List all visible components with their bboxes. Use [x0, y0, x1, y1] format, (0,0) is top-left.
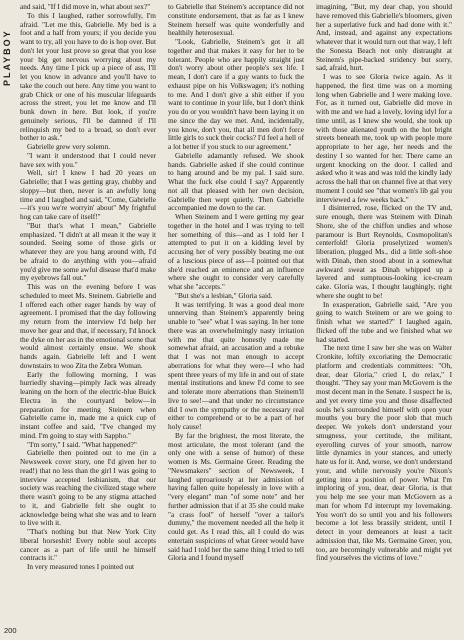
paragraph: It was terrifying. It was a good deal more unnerving than Steinem's apparently being unable to "see" what I was saying. In her tone there was an overwhelmingly nasty irritation with me that quite honestly made me somewhat afraid, an accusation and a rebuke that I was not man enough to accept aberrations for what they were—I who had spent three years of my life in and out of state mental institutions and knew I'd come to see and tolerate more aberrations than Steinem'll live to see!—and that under no circumstance did I own the sympathy or the necessary real either to comprehend or to be a part of her holy cause!	[168, 299, 304, 431]
text-column-2	[168, 3, 304, 621]
paragraph: The next time I saw her she was on Walter Cronkite, loftily excoriating the Democratic platform and credentials committees: "Oh, dear, dear Gloria," cried I, do relax," I thought. "They say your man McGovern is the most decent man in the Senate. I suspect he is, and yet every time you and those disaffected souls he's surrounded himself with open your mouths you bury the poor slob that much deeper. We yokels don't understand your smugness, your certitude, the militant, eyerolling curves of your smooth, narrow little dynamics in your stances, and utterly hate us for it. And, worse, we don't understand your, and while nervously you're Nixon's getting into a position of power. What I'm imploring of you, dear, dear Gloria, is that you help me see your man McGovern as a man for whom I'd interrupt my lovemaking. You won't do so until you and his followers become a lot less brassily strident, until I detect in your demeanors at least a tacit admission that, like Ms. Germaine Greer, you, too, are becomingly vulnerable and might yet find yourselves the victims of love."	[316, 343, 452, 563]
paragraph: to Gabrielle that Steinem's acceptance did not constitute endorsement, that as far as I knew Steinem herself was quite wonderfully and healthily heterosexual.	[168, 3, 304, 38]
paragraph: In exasperation, Gabrielle said, "Are you going to watch Steinem or are we going to finish what we started?" I laughed again, flicked off the tube and we finished what we had started.	[316, 299, 452, 344]
paragraph: "I'm sorry," I said. "What happened?"	[27, 439, 137, 449]
paragraph: and said, "If I did move in, what about sex?"	[20, 3, 151, 11]
paragraph: Gabrielle adamantly refused. We shook hands. Gabrielle asked if she could continue to hang around and be my pal. I said sure. What the fuck else could I say? Apparently not all that pleased with her own decision, Gabrielle then wept quietly. Then Gabrielle accompanied me down to the car.	[168, 150, 304, 213]
paragraph: To this I laughed, rather sorrowfully, I'm afraid. "Let me this, Gabrielle. My bed is a foot and a half from yours; if you decide you want to try, all you have to do is hop over. But don't let your lust prove so great that you lose your big get nervous worrying about my needs. Any time I pick up a piece of ass, I'll let you know in advance and you'll have to take the couch out here. Any time you want to grab Chick or one of his muscular lifeguards across the street, you let me know and I'll bunk down in here. But look, if you're genuinely serious, I'll be damned if I'll relinquish my bed to a broad, so don't ever bother to ask."	[20, 10, 156, 143]
paragraph: "But that's what I mean," Gabrielle emphasized. "I didn't at all mean it the way it sounded. Seeing some of those girls or whatever they are you hang around with, I'd be afraid to do anything with you—afraid you'd give me some awful disease that'd make my eyebrows fall out."	[20, 220, 156, 283]
paragraph: "That's nothing but that New York City liberal horseshit! Every noble soul accepts cancer as a part of life until he himself contracts it."	[20, 527, 156, 563]
paragraph: "I want it understood that I could never have sex with you."	[20, 150, 156, 169]
paragraph: This was on the evening before I was scheduled to meet Ms. Steinem. Gabrielle and I offered each other eager hands by way of agreement. I promised that the day following my return from the interview I'd help her move her gear and that, if necessary, I'd knock the dyke on her ass in the emotional scene that would almost certainly ensue. We shook hands again. Gabrielle left and I went downstairs to woo Zita the Zebra Woman.	[20, 282, 156, 370]
magazine-sidebar	[2, 8, 16, 108]
paragraph: Early the following morning, I was hurriedly shaving—pimply Jack was already leaning on the horn of the electric-blue Buick Electra in the courtyard below—in preparation for meeting Steinem when Gabrielle came in, made me a quick cup of instant coffee and said, "I've changed my mind. I'm going to stay with Sappho."	[20, 369, 156, 440]
paragraph: When Steinem and I were getting my gear together in the hotel and I was trying to tell her something of this—and as I told her I attempted to put it on a kidding level by accusing her of very possibly beating me out of a luscious piece of ass—I pointed out that she'd reached an eminence and an influence where she ought to consider very carefully what she "accepts."	[168, 212, 304, 291]
page-number: 200	[4, 626, 17, 635]
paragraph: Gabrielle then pointed out to me (in a Newsweek cover story, one I'd given her to read!) that no less than the girl I was going to interview accepted lesbianism, that our society was reaching the civilized stage where there wasn't going to be any stigma attached to it, and Gabrielle felt she ought to acknowledge being what she was and to learn to live with it.	[20, 448, 156, 528]
magazine-name: PLAYBOY	[2, 29, 12, 87]
paragraph: Gabrielle grew very solemn.	[27, 142, 111, 151]
text-column-1	[20, 3, 156, 621]
paragraph: I was to see Gloria twice again. As it happened, the first time was on a morning long when Gabrielle and I were making love. For, as it turned out, Gabrielle did move in with me and we had a lovely, loving idyl for a time until, as I knew she would, she took up with those alienated youth on the hot bright streets beneath me, took up with people more appropriate to her age, her needs and the destiny I so wanted for her. There came an urgent knocking on the door. I called and asked who it was and was told the kindly lady across the hall that on channel five at that very moment I could see "that women's lib gal you interviewed a few weeks back."	[316, 72, 452, 204]
text-column-3	[316, 3, 452, 621]
paragraph: imagining, "But, my dear chap, you should have removed this Gabrielle's bloomers, given her a superlative fuck and had done with it." And, instead, and against any expectations whatever that it would turn out that way, I left the Sonesta Beach not only distraught at Steinem's pipe-backed stridency but sorry, sad, afraid, hurt.	[316, 3, 452, 73]
paragraph: I disinterred, rose, flicked on the TV and, sure enough, there was Steinem with Dinah Shore, she of the chiffon undies and whose paramour is Burt Reynolds, Cosmopolitan's centerfold! Gloria proselytized women's liberation, plugged Ms., did a little soft-shoe with Dinah, then stood about in a somewhat awkward sweat as Dinah whipped up a layered and sumptuous-looking ice-cream cake. Gloria was, I thought laughingly, right where she ought to be!	[316, 203, 452, 300]
paragraph: Well, sir! I knew I had 20 years on Gabrielle; that I was getting gray, chubby and sloppy—but then, never is an awfully long time and I laughed and said, "Come, Gabrielle—it's you we're worryin' about" My frightful hog can take care of itself!"	[20, 168, 156, 221]
paragraph: "But she's a lesbian," Gloria said.	[175, 290, 273, 300]
paragraph: "Look, Gabrielle, Steinem's got it all together and that makes it easy for her to be tolerant. People who are happily straight just don't worry about other people's sex life. I mean, I don't care if a guy wants to fuck the exhaust pipe on his Volkswagen; it's nothing to me. And I don't give a shit either if you want to continue in your life, but I don't think you do or you wouldn't have been laying it on me since the day we met. And, incidentally, you know, don't you, that all men don't force little girls to suck their cocks? I'd feel a hell of a lot better if you stuck to our agreement."	[168, 37, 304, 151]
paragraph: By far the brightest, the most literate, the most articulate, the most tolerant (and the only one with a sense of humor) of these women is Ms. Germaine Greer. Reading the "Newsmakers" section of Newsweek, I laughed uproariously at her admission of having fallen quite hopelessly in love with a "very elegant" man "of some note" and her further admission that if at 35 she could make "a crass fool" of herself "over a tailor's dummy," the movement needed all the help it could get. As I read this, all I could do was entertain suspicions of what Greer would have said had I told her the same thing I tried to tell Gloria and I found myself	[168, 430, 304, 563]
paragraph: In very measured tones I pointed out	[27, 562, 134, 571]
